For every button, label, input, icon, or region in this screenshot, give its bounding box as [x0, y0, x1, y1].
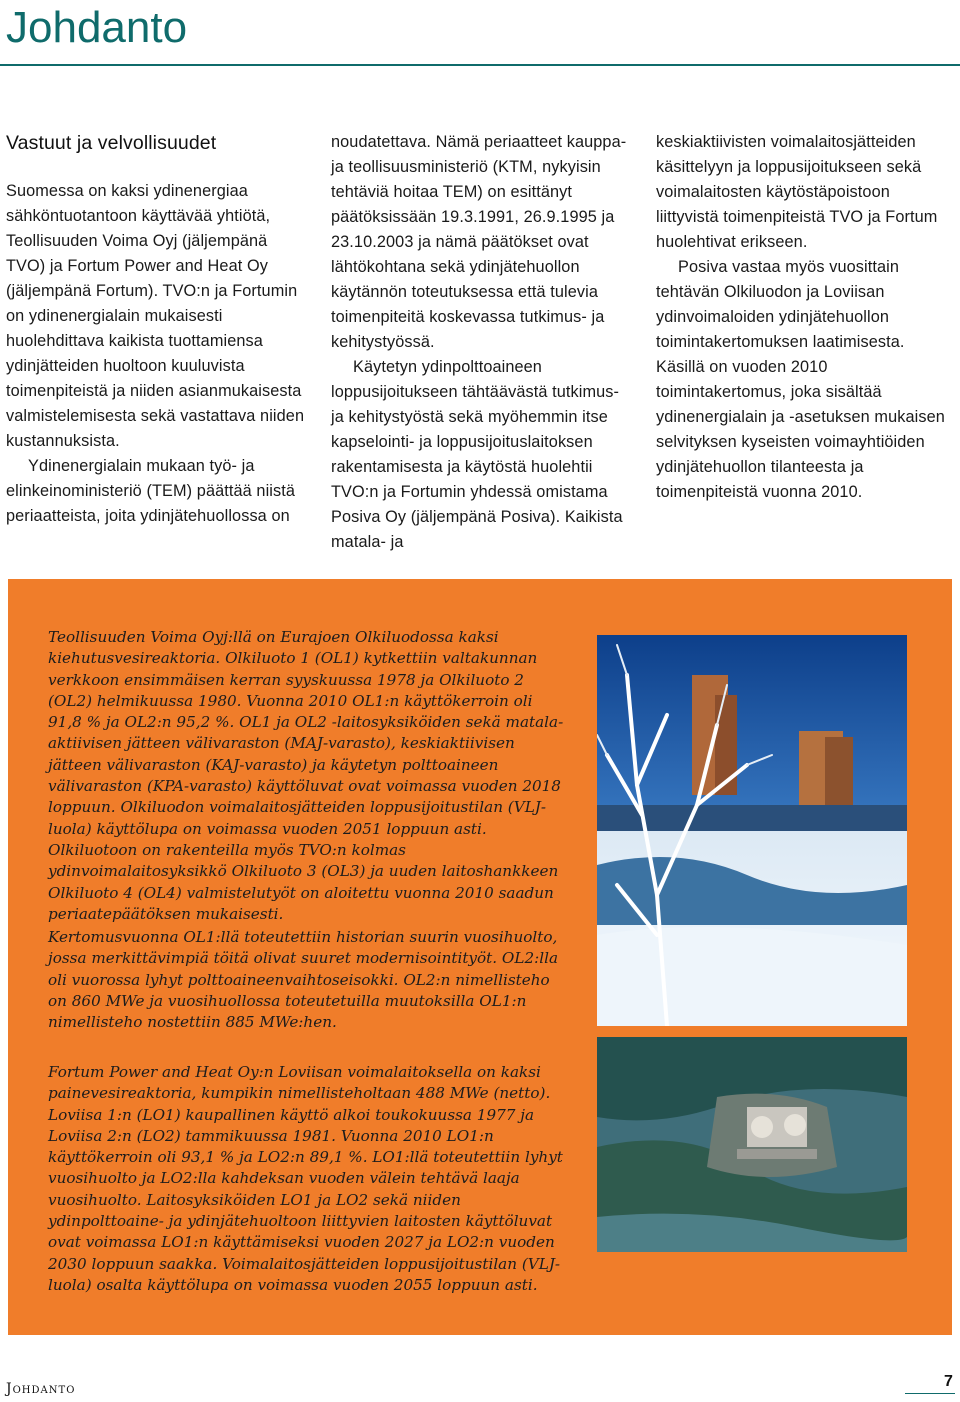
paragraph: keskiaktiivisten voimalaitosjätteiden käsittelyyn ja loppusijoitukseen sekä voimalaitosten käytöstäpoistoon liittyvistä toimenpiteistä TVO ja Fortum huolehtivat erikseen.: [656, 133, 938, 251]
footer-divider: [905, 1393, 955, 1394]
loviisa-aerial-photo: [597, 1037, 907, 1252]
paragraph: noudatettava. Nämä periaatteet kauppa- ja teollisuusministeriö (KTM, nykyisin tehtäviä hoitaa TEM) on esittänyt päätöksissään 19.3.1991, 26.9.1995 ja 23.10.2003 ja nämä päätökset ovat lähtökohtana sekä ydinjätehuollon käytännön toteutuksessa että tulevia toimenpiteitä koskevassa tutkimus- ja kehitystyössä.: [331, 133, 627, 351]
page-number: 7: [944, 1373, 953, 1390]
text-column-2: [331, 130, 631, 555]
olkiluoto-winter-photo: [597, 635, 907, 1026]
paragraph: Ydinenergialain mukaan työ- ja elinkeinoministeriö (TEM) päättää niistä periaatteista, joita ydinjätehuollossa on: [6, 457, 296, 525]
info-paragraph-outage: Kertomusvuonna OL1:llä toteutettiin historian suurin vuosihuolto, jossa merkittävimpiä töitä olivat suuret modernisointityöt. OL2:lla oli vuorossa lyhyt polttoaineenvaihtoseisokki. OL2:n nimellisteho on 860 MWe ja vuosihuollossa toteutetuilla muutoksilla OL1:n nimellisteho nostettiin 885 MWe:hen.: [48, 928, 559, 1032]
text-column-3: [656, 130, 956, 505]
info-paragraph-olkiluoto: Teollisuuden Voima Oyj:llä on Eurajoen Olkiluodossa kaksi kiehutusvesireaktoria. Olkiluoto 1 (OL1) kytkettiin valtakunnan verkkoon ensimmäisen kerran syyskuussa 1978 ja Olkiluoto 2 (OL2) helmikuussa 1980. Vuonna 2010 OL1:n käyttökerroin oli 91,8 % ja OL2:n 95,2 %. OL1 ja OL2 -laitosyksiköiden sekä matala-aktiivisen jätteen välivaraston (MAJ-varasto), keskiaktiivisen jätteen välivaraston (KAJ-varasto) ja käytetyn polttoaineen välivaraston (KPA-varasto) käyttöluvat ovat voimassa vuoden 2018 loppuun. Olkiluodon voimalaitosjätteiden loppusijoitustilan (VLJ-luola) käyttölupa on voimassa vuoden 2051 loppuun asti. Olkiluotoon on rakenteilla myös TVO:n kolmas ydinvoimalaitosyksikkö Olkiluoto 3 (OL3) ja uuden laitoshankkeen Olkiluoto 4 (OL4) valmistelutyöt on aloitettu vuonna 2010 saadun periaatepäätöksen mukaisesti.: [48, 628, 564, 923]
footer-section-label: Johdanto: [6, 1381, 76, 1397]
paragraph: Suomessa on kaksi ydinenergiaa sähköntuotantoon käyttävää yhtiötä, Teollisuuden Voima Oyj (jäljempänä TVO) ja Fortum Power and Heat Oy (jäljempänä Fortum). TVO:n ja Fortumin on ydinenergialain mukaisesti huolehdittava kaikista tuottamiensa ydinjätteiden huoltoon kuuluvista toimenpiteistä ja niiden asianmukaisesta valmistelemisesta sekä vastattava niiden kustannuksista.: [6, 182, 305, 450]
page-title: Johdanto: [6, 3, 188, 52]
title-divider: [0, 64, 960, 66]
info-box: [8, 579, 952, 1335]
section-heading: Vastuut ja velvollisuudet: [6, 132, 217, 154]
paragraph: Posiva vastaa myös vuosittain tehtävän Olkiluodon ja Loviisan ydinvoimaloiden ydinjätehuollon toimintakertomuksen laatimisesta. Käsillä on vuoden 2010 toimintakertomus, joka sisältää ydinenergialain ja -asetuksen mukaisen selvityksen kyseisten voimayhtiöiden ydinjätehuollon tilanteesta ja toimenpiteistä vuonna 2010.: [656, 258, 945, 501]
info-paragraph-loviisa: Fortum Power and Heat Oy:n Loviisan voimalaitoksella on kaksi painevesireaktoria, kumpikin nimellisteholtaan 488 MWe (netto). Loviisa 1:n (LO1) kaupallinen käyttö alkoi toukokuussa 1977 ja Loviisa 2:n (LO2) tammikuussa 1981. Vuonna 2010 LO1:n käyttökerroin oli 93,1 % ja LO2:n 89,1 %. LO1:llä toteutettiin lyhyt vuosihuolto ja LO2:lla kahdeksan vuoden välein tehtävä laaja vuosihuolto. Laitosyksiköiden LO1 ja LO2 sekä niiden ydinpolttoaine- ja ydinjätehuoltoon liittyvien laitosten käyttöluvat ovat voimassa LO1:n käyttämiseksi vuoden 2027 ja LO2:n vuoden 2030 loppuun saakka. Voimalaitosjätteiden loppusijoitustilan (VLJ-luola) osalta käyttölupa on voimassa vuoden 2055 loppuun asti.: [48, 1063, 563, 1294]
paragraph: Käytetyn ydinpolttoaineen loppusijoitukseen tähtäävästä tutkimus- ja kehitystyöstä sekä myöhemmin itse kapselointi- ja loppusijoituslaitoksen rakentamisesta ja käytöstä huolehtii TVO:n ja Fortumin yhdessä omistama Posiva Oy (jäljempänä Posiva). Kaikista matala- ja: [331, 358, 623, 551]
text-column-1: [6, 130, 306, 529]
